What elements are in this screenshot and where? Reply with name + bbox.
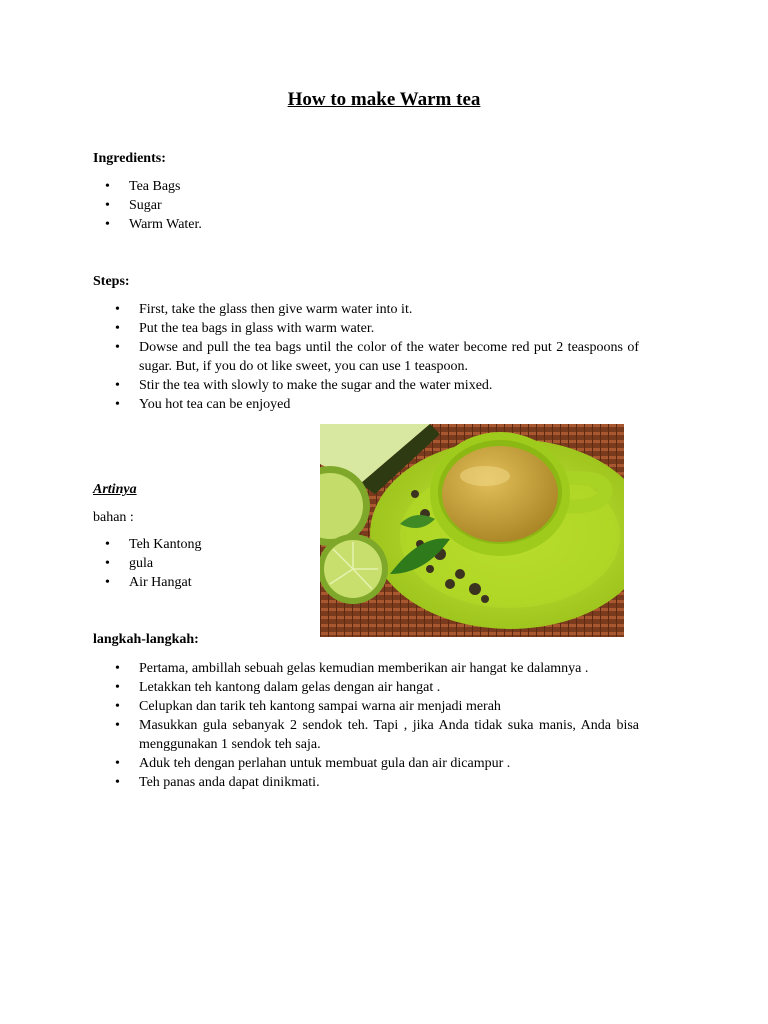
list-item: • First, take the glass then give warm water into it. <box>93 300 639 319</box>
list-item: • Masukkan gula sebanyak 2 sendok teh. Tapi , jika Anda tidak suka manis, Anda bisa menggunakan 1 sendok teh saja. <box>93 716 639 754</box>
list-item: • Sugar <box>93 196 202 215</box>
ingredients-list <box>93 177 202 234</box>
bahan-list <box>93 535 202 592</box>
bahan-label: bahan : <box>93 510 134 525</box>
artinya-heading: Artinya <box>93 482 137 497</box>
list-item: • Letakkan teh kantong dalam gelas dengan air hangat . <box>93 678 639 697</box>
steps-heading: Steps: <box>93 274 130 289</box>
list-item: • You hot tea can be enjoyed <box>93 395 639 414</box>
list-item: • Warm Water. <box>93 215 202 234</box>
list-item: • Tea Bags <box>93 177 202 196</box>
steps-list <box>93 300 639 414</box>
green-tea-photo <box>320 424 624 637</box>
list-item: • Teh panas anda dapat dinikmati. <box>93 773 639 792</box>
document-title: How to make Warm tea <box>287 89 481 110</box>
list-item: • Aduk teh dengan perlahan untuk membuat gula dan air dicampur . <box>93 754 639 773</box>
list-item: • gula <box>93 554 202 573</box>
list-item: • Air Hangat <box>93 573 202 592</box>
list-item: • Celupkan dan tarik teh kantong sampai warna air menjadi merah <box>93 697 639 716</box>
tea-cup-illustration <box>320 424 624 637</box>
langkah-heading: langkah-langkah: <box>93 632 199 647</box>
langkah-list <box>93 659 639 792</box>
list-item: • Put the tea bags in glass with warm water. <box>93 319 639 338</box>
list-item: • Dowse and pull the tea bags until the color of the water become red put 2 teaspoons of sugar. But, if you do ot like sweet, you can use 1 teaspoon. <box>93 338 639 376</box>
list-item: • Stir the tea with slowly to make the sugar and the water mixed. <box>93 376 639 395</box>
ingredients-heading: Ingredients: <box>93 151 166 166</box>
list-item: • Teh Kantong <box>93 535 202 554</box>
list-item: • Pertama, ambillah sebuah gelas kemudian memberikan air hangat ke dalamnya . <box>93 659 639 678</box>
